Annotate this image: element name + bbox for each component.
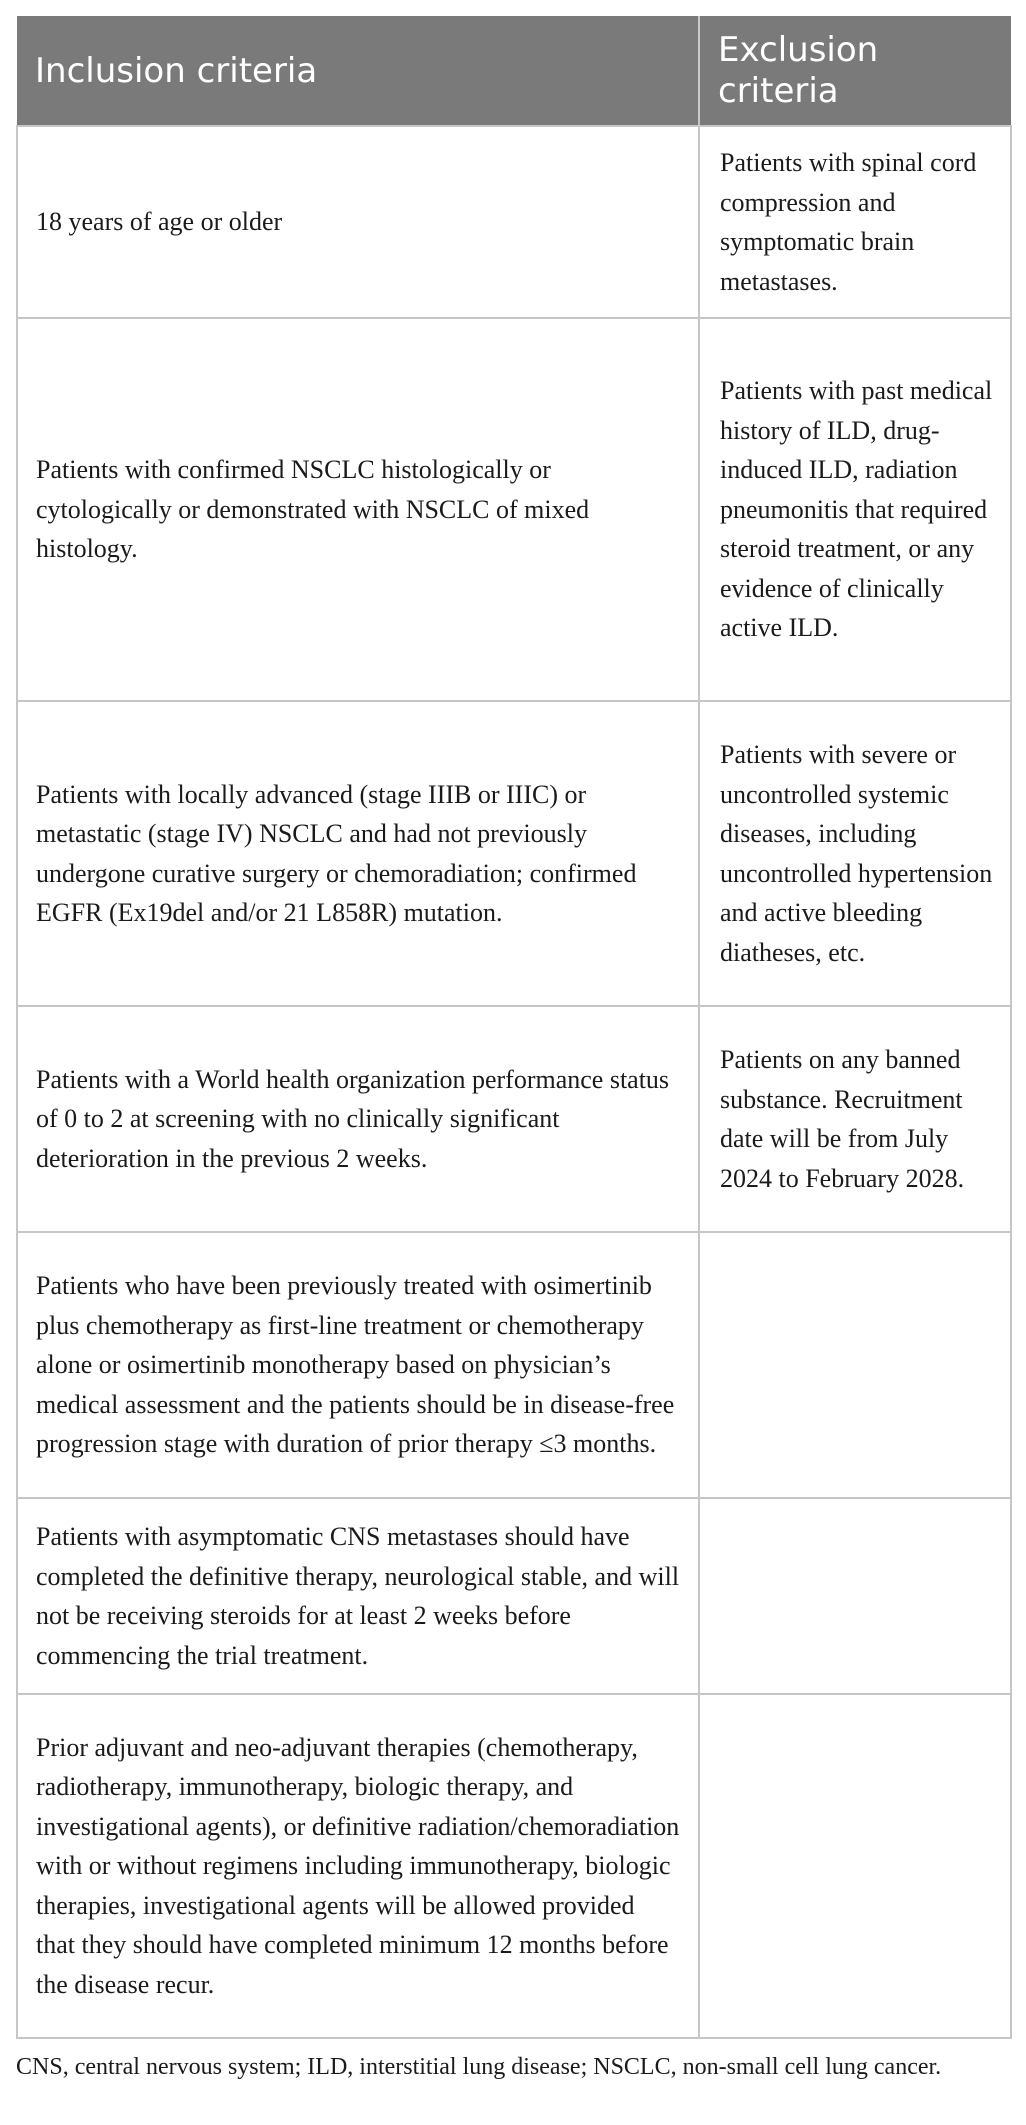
header-inclusion: Inclusion criteria (17, 16, 699, 126)
table-row (17, 1694, 1011, 2038)
table-row (17, 1498, 1011, 1694)
inclusion-cell: Patients with a World health organization performance status of 0 to 2 at screening with no clinically significant deterioration in the previous 2 weeks. (17, 1006, 699, 1232)
exclusion-cell (699, 1232, 1011, 1498)
table-row (17, 126, 1011, 318)
inclusion-cell: Prior adjuvant and neo-adjuvant therapies (chemotherapy, radiotherapy, immunotherapy, biologic therapy, and investigational agents), or definitive radiation/chemoradiation with or without regimens including immunotherapy, biologic therapies, investigational agents will be allowed provided that they should have completed minimum 12 months before the disease recur. (17, 1694, 699, 2038)
exclusion-cell: Patients with spinal cord compression and symptomatic brain metastases. (699, 126, 1011, 318)
table-row (17, 318, 1011, 701)
inclusion-cell: Patients with locally advanced (stage IIIB or IIIC) or metastatic (stage IV) NSCLC and had not previously undergone curative surgery or chemoradiation; confirmed EGFR (Ex19del and/or 21 L858R) mutation. (17, 701, 699, 1006)
exclusion-cell (699, 1694, 1011, 2038)
exclusion-cell: Patients with severe or uncontrolled systemic diseases, including uncontrolled hypertension and active bleeding diatheses, etc. (699, 701, 1011, 1006)
table-row (17, 701, 1011, 1006)
table-footnote: CNS, central nervous system; ILD, interstitial lung disease; NSCLC, non-small cell lung cancer. (16, 2054, 942, 2080)
inclusion-cell: Patients with asymptomatic CNS metastases should have completed the definitive therapy, neurological stable, and will not be receiving steroids for at least 2 weeks before commencing the trial treatment. (17, 1498, 699, 1694)
exclusion-cell (699, 1498, 1011, 1694)
inclusion-cell: 18 years of age or older (17, 126, 699, 318)
table-row (17, 1006, 1011, 1232)
criteria-table (16, 16, 1012, 2039)
header-exclusion: Exclusion criteria (699, 16, 1011, 126)
table-row (17, 1232, 1011, 1498)
exclusion-cell: Patients with past medical history of ILD, drug-induced ILD, radiation pneumonitis that required steroid treatment, or any evidence of clinically active ILD. (699, 318, 1011, 701)
inclusion-cell: Patients with confirmed NSCLC histologically or cytologically or demonstrated with NSCLC of mixed histology. (17, 318, 699, 701)
table-header-row (17, 16, 1011, 126)
inclusion-cell: Patients who have been previously treated with osimertinib plus chemotherapy as first-line treatment or chemotherapy alone or osimertinib monotherapy based on physician’s medical assessment and the patients should be in disease-free progression stage with duration of prior therapy ≤3 months. (17, 1232, 699, 1498)
criteria-table-container (16, 16, 1010, 2085)
exclusion-cell: Patients on any banned substance. Recruitment date will be from July 2024 to February 2028. (699, 1006, 1011, 1232)
